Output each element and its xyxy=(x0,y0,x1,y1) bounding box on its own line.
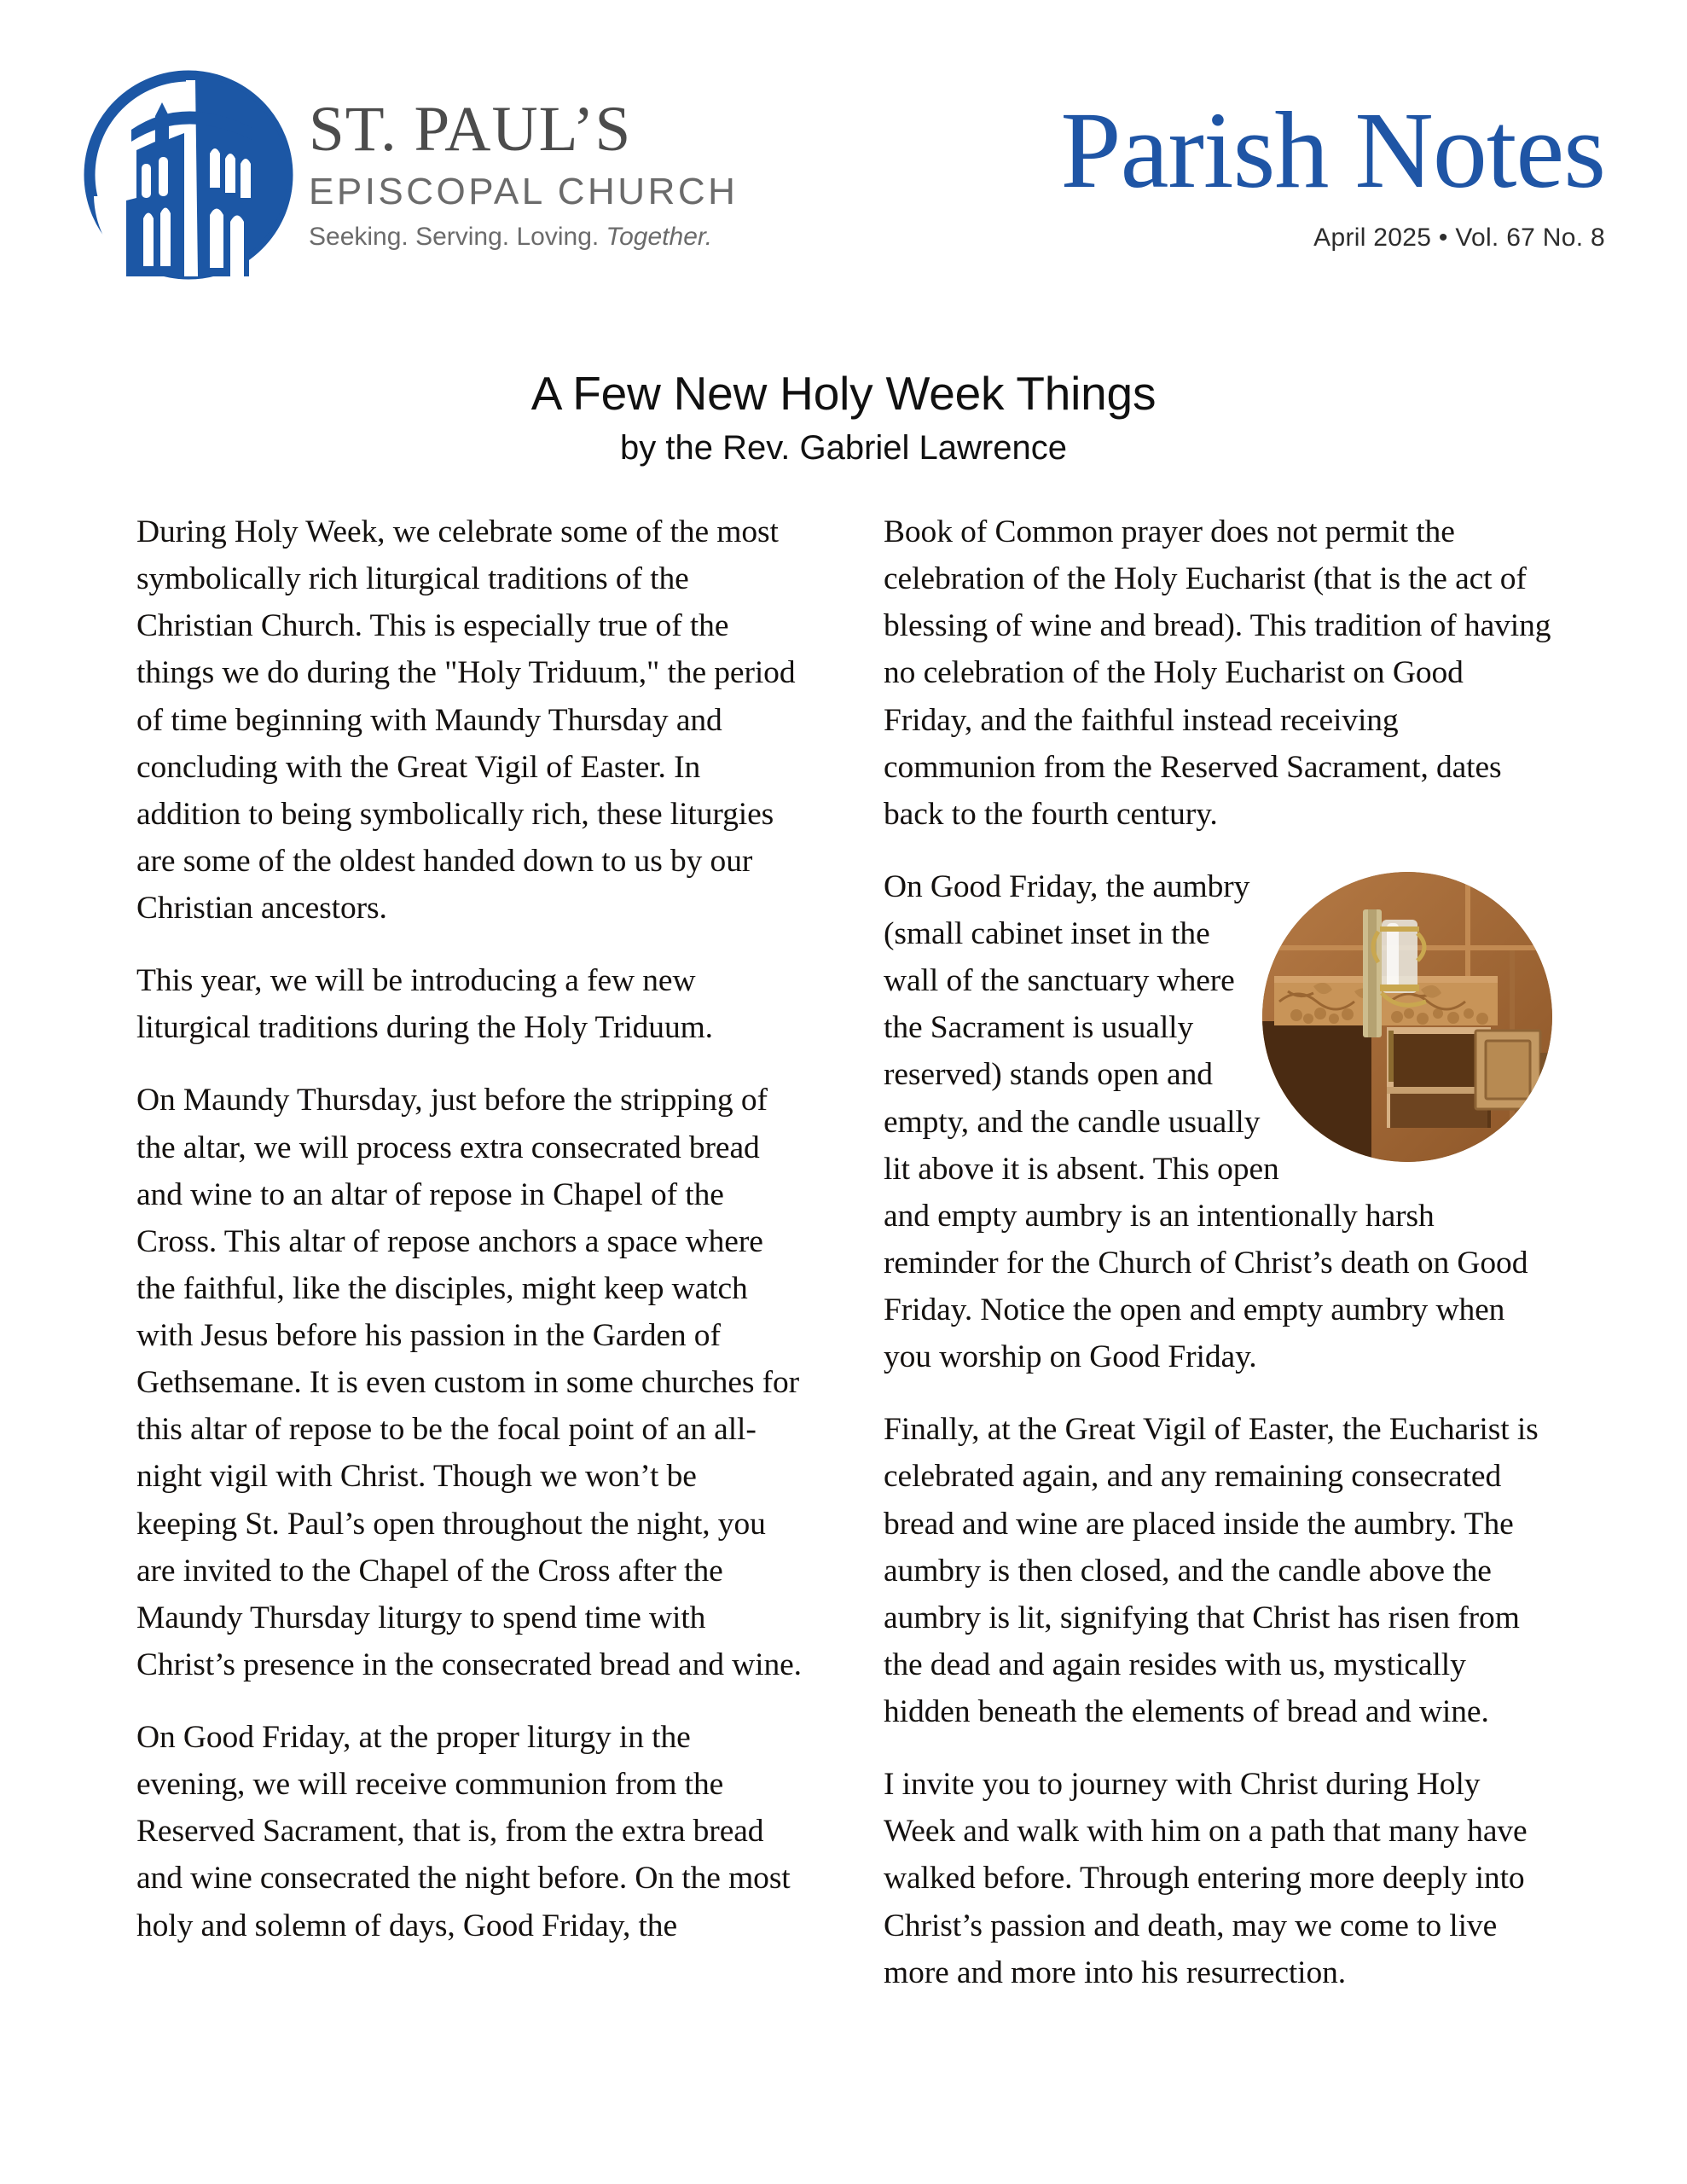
logo-tagline-plain: Seeking. Serving. Loving. xyxy=(309,223,606,251)
right-column xyxy=(884,508,1552,1996)
issue-line: April 2025 • Vol. 67 No. 8 xyxy=(1313,224,1605,252)
article-byline: by the Rev. Gabriel Lawrence xyxy=(620,429,1067,468)
nameplate xyxy=(1060,90,1605,253)
logo-tagline-italic: Together. xyxy=(606,223,713,251)
publication-title: Parish Notes xyxy=(1060,90,1605,211)
article-header xyxy=(82,369,1605,467)
church-tower-circle-logo-icon xyxy=(82,68,295,282)
paragraph: This year, we will be introducing a few new liturgical traditions during the Holy Triduum. xyxy=(136,963,713,1046)
paragraph: On Good Friday, the aumbry (small cabinet inset in the wall of the sanctuary where the Sacrament is usually reserved) stands open and empty, and the candle usually lit above it is absent. This open and empty aumbry is an intentionally harsh reminder for the Church of Christ’s death on Good Friday. Notice the open and empty aumbry when you worship on Good Friday. xyxy=(884,868,1528,1375)
paragraph: Finally, at the Great Vigil of Easter, the Eucharist is celebrated again, and any remaining consecrated bread and wine are placed inside the aumbry. The aumbry is then closed, and the candle above the aumbry is lit, signifying that Christ has risen from the dead and again resides with us, mystically hidden beneath the elements of bread and wine. xyxy=(884,1412,1539,1729)
paragraph: On Maundy Thursday, just before the stripping of the altar, we will process extra consecrated bread and wine to an altar of repose in Chapel of the Cross. This altar of repose anchors a space where the faithful, like the disciples, might keep watch with Jesus before his passion in the Garden of Gethsemane. It is even custom in some churches for this altar of repose to be the focal point of an all-night vigil with Christ. Though we won’t be keeping St. Paul’s open throughout the night, you are invited to the Chapel of the Cross after the Maundy Thursday liturgy to spend time with Christ’s presence in the consecrated bread and wine. xyxy=(136,1083,802,1682)
paragraph: I invite you to journey with Christ during Holy Week and walk with him on a path that many have walked before. Through entering more deeply into Christ’s passion and death, may we come to live more and more into his resurrection. xyxy=(884,1767,1528,1990)
left-column xyxy=(136,508,805,1996)
article-body xyxy=(136,508,1552,1996)
church-logo xyxy=(82,67,738,280)
paragraph: Book of Common prayer does not permit the celebration of the Holy Eucharist (that is the act of blessing of wine and bread). This tradition of having no celebration of the Holy Eucharist on Good Friday, and the faithful instead receiving communion from the Reserved Sacrament, dates back to the fourth century. xyxy=(884,514,1551,832)
logo-wordmark xyxy=(309,67,738,250)
masthead xyxy=(82,67,1605,314)
aumbry-photo xyxy=(1262,872,1552,1162)
article-title: A Few New Holy Week Things xyxy=(530,367,1157,420)
paragraph: During Holy Week, we celebrate some of the most symbolically rich liturgical traditions of the Christian Church. This is especially true of the things we do during the "Holy Triduum," the period of time beginning with Maundy Thursday and concluding with the Great Vigil of Easter. In addition to being symbolically rich, these liturgies are some of the oldest handed down to us by our Christian ancestors. xyxy=(136,514,796,926)
paragraph: On Good Friday, at the proper liturgy in the evening, we will receive communion from the Reserved Sacrament, that is, from the extra bread and wine consecrated the night before. On the most holy and solemn of days, Good Friday, the xyxy=(136,1720,791,1943)
logo-church-subtitle: EPISCOPAL CHURCH xyxy=(309,171,739,212)
logo-tagline xyxy=(309,224,738,250)
logo-church-name: ST. PAUL’S xyxy=(309,94,632,165)
